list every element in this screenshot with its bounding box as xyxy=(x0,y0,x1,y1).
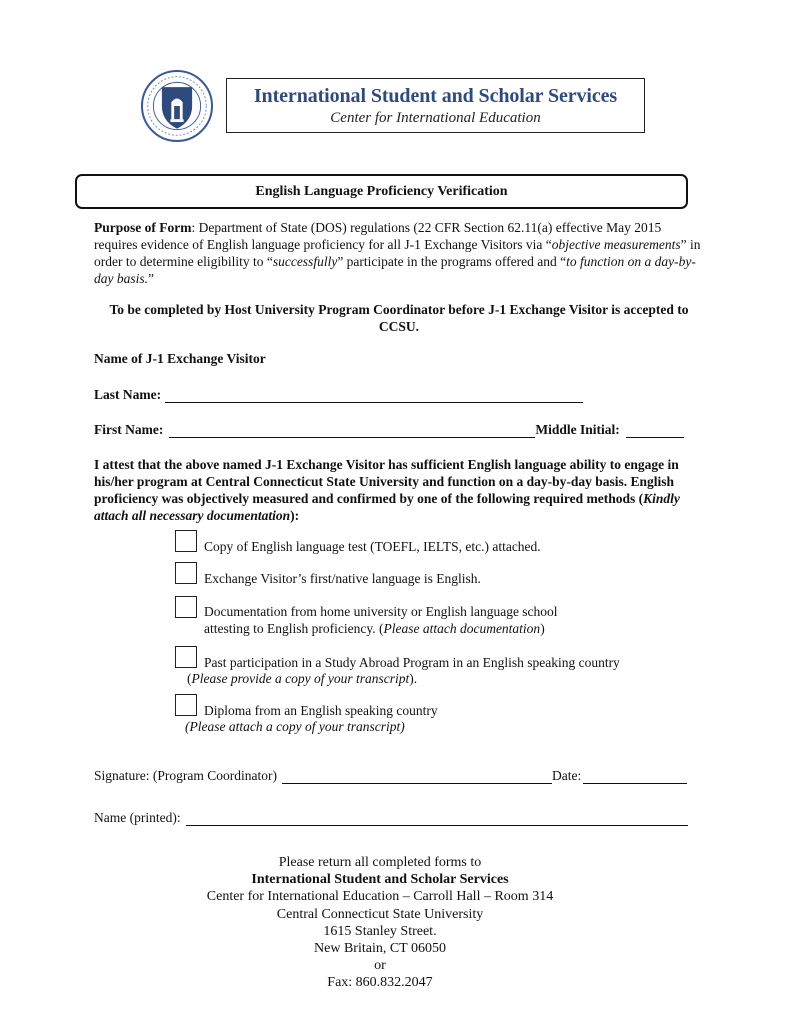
option-label: Exchange Visitor’s first/native language is English. xyxy=(204,571,481,586)
option-note-emphasis: Please attach documentation xyxy=(383,621,541,636)
option-checkbox-study-abroad[interactable] xyxy=(175,646,197,668)
option-checkbox-native-english[interactable] xyxy=(175,562,197,584)
instruction-text: To be completed by Host University Program Coordinator before J-1 Exchange Visitor is accepted to CCSU. xyxy=(109,302,689,334)
option-note-text: ) xyxy=(540,621,545,636)
university-seal-icon xyxy=(141,70,213,142)
attestation-emphasis: Kindly attach all necessary documentation xyxy=(94,491,680,523)
return-or: or xyxy=(374,958,386,974)
printed-name-row xyxy=(94,810,688,826)
office-subtitle: Center for International Education xyxy=(330,110,541,126)
middle-initial-label: Middle Initial: xyxy=(535,422,620,437)
first-name-row xyxy=(94,422,684,438)
purpose-text: ” participate in the programs offered and “ xyxy=(337,254,567,269)
purpose-emphasis: to function on a day-by-day basis. xyxy=(94,254,696,286)
last-name-row xyxy=(94,387,583,403)
signature-label: Signature: (Program Coordinator) xyxy=(94,768,277,783)
option-note-text: attesting to English proficiency. ( xyxy=(204,621,384,636)
purpose-text: : Department of State (DOS) regulations (22 CFR Section 62.11(a) effective May 2015 requires evidence of English language proficiency for all J-1 Exchange Visitors via “ xyxy=(94,220,662,252)
return-instruction: Please return all completed forms to xyxy=(278,855,482,870)
option-note xyxy=(187,671,417,687)
first-name-field[interactable] xyxy=(169,423,535,438)
option-note-emphasis: (Please attach a copy of your transcript) xyxy=(185,719,405,734)
attestation-paragraph xyxy=(94,456,704,524)
purpose-text: ” xyxy=(148,271,154,286)
date-field[interactable] xyxy=(583,769,687,784)
purpose-emphasis: successfully xyxy=(272,254,338,269)
purpose-text: ” in order to determine eligibility to “ xyxy=(94,237,701,269)
return-office-name: International Student and Scholar Services xyxy=(251,872,509,888)
option-checkbox-home-documentation[interactable] xyxy=(175,596,197,618)
option-checkbox-language-test[interactable] xyxy=(175,530,197,552)
return-city: New Britain, CT 06050 xyxy=(314,941,446,957)
option-label: Diploma from an English speaking country xyxy=(204,703,438,718)
attestation-text: I attest that the above named J-1 Exchange Visitor has sufficient English language ability to engage in his/her program at Central Connecticut State University and function on a day-by-day basis. English proficiency was objectively measured and confirmed by one of the following required methods ( xyxy=(94,457,679,506)
purpose-label: Purpose of Form xyxy=(94,220,192,235)
return-office-location: Center for International Education – Carroll Hall – Room 314 xyxy=(206,889,554,905)
option-note xyxy=(204,621,545,637)
middle-initial-field[interactable] xyxy=(626,423,684,438)
return-address-block xyxy=(140,854,620,992)
return-fax: Fax: 860.832.2047 xyxy=(327,975,433,991)
option-label: Copy of English language test (TOEFL, IELTS, etc.) attached. xyxy=(204,539,541,554)
option-label: Past participation in a Study Abroad Program in an English speaking country xyxy=(204,655,620,670)
attestation-text: ): xyxy=(290,508,300,523)
option-label: Documentation from home university or English language school xyxy=(204,604,558,619)
printed-name-field[interactable] xyxy=(186,811,688,826)
return-university: Central Connecticut State University xyxy=(276,906,484,922)
date-label: Date: xyxy=(551,768,582,783)
option-note-emphasis: Please provide a copy of your transcript xyxy=(191,671,410,686)
header-banner xyxy=(226,78,645,133)
form-title: English Language Proficiency Verification xyxy=(255,184,508,199)
option-note-text: ). xyxy=(409,671,418,686)
purpose-paragraph xyxy=(94,219,704,287)
office-name: International Student and Scholar Services xyxy=(253,85,618,107)
last-name-field[interactable] xyxy=(165,388,583,403)
name-section-heading: Name of J-1 Exchange Visitor xyxy=(94,351,266,366)
option-checkbox-diploma[interactable] xyxy=(175,694,197,716)
last-name-label: Last Name: xyxy=(94,387,162,402)
return-street: 1615 Stanley Street. xyxy=(323,923,437,939)
signature-row xyxy=(94,768,687,784)
printed-name-label: Name (printed): xyxy=(94,810,181,825)
purpose-emphasis: objective measurements xyxy=(551,237,681,252)
option-note-text: ( xyxy=(187,671,192,686)
first-name-label: First Name: xyxy=(94,422,164,437)
signature-field[interactable] xyxy=(282,769,552,784)
form-title-box xyxy=(75,174,688,209)
